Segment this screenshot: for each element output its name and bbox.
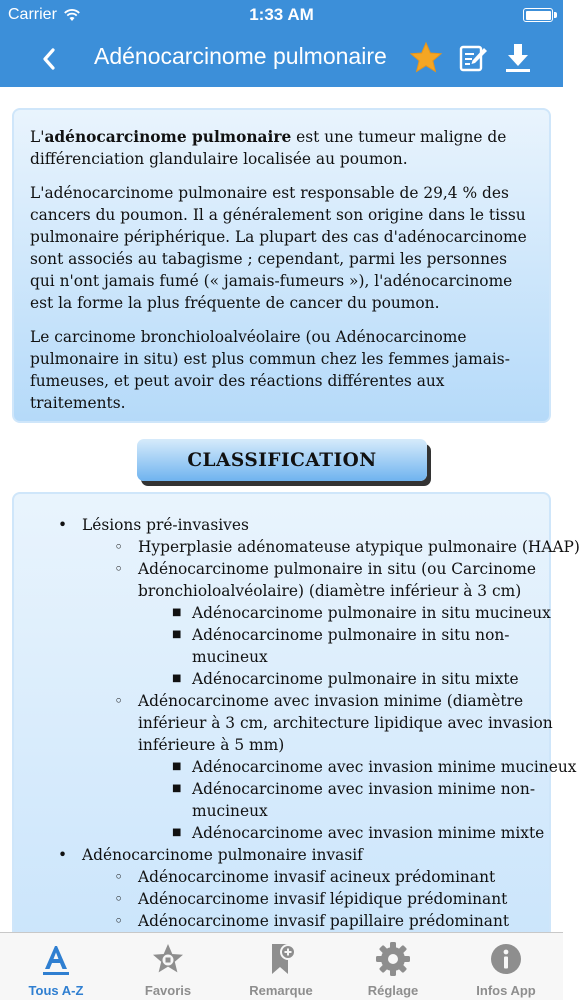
list-item: Adénocarcinome pulmonaire invasif: [82, 846, 363, 864]
list-item-continuation: mucineux: [192, 648, 268, 666]
list-item: Adénocarcinome avec invasion minime (diamètre: [138, 692, 524, 710]
bullet-circle: ◦: [114, 912, 124, 930]
list-item-continuation: inférieur à 3 cm, architecture lipidique avec invasion: [138, 714, 553, 732]
tab-label: Tous A-Z: [28, 983, 84, 998]
list-item: Adénocarcinome invasif papillaire prédominant: [138, 912, 510, 930]
download-button[interactable]: [500, 40, 536, 76]
download-icon: [503, 42, 533, 74]
tab-reglage[interactable]: [337, 933, 449, 1001]
list-item: Lésions pré-invasives: [82, 516, 249, 534]
battery-icon: [523, 8, 553, 22]
bullet-square: ■: [172, 783, 182, 794]
bullet-square: ■: [172, 761, 182, 772]
intro-paragraph-2: L'adénocarcinome pulmonaire est responsable de 29,4 % des cancers du poumon. Il a généralement son origine dans le tissu pulmonaire périphérique. La plupart des cas d'adénocarcinome sont associés au tabagisme ; cependant, parmi les personnes qui n'ont jamais fumé (« jamais-fumeurs »), l'adénocarcinome est la forme la plus fréquente de cancer du poumon.: [30, 184, 527, 312]
bullet-square: ■: [172, 673, 182, 684]
bullet-disc: •: [58, 846, 68, 864]
classification-header: CLASSIFICATION: [137, 439, 427, 481]
chevron-left-icon: [42, 48, 56, 70]
list-item: Adénocarcinome pulmonaire in situ mixte: [192, 670, 519, 688]
bullet-square: ■: [172, 827, 182, 838]
bullet-circle: ◦: [114, 560, 124, 578]
tab-remarque[interactable]: [225, 933, 337, 1001]
tab-tous-a-z[interactable]: [0, 933, 112, 1001]
add-note-button[interactable]: [455, 40, 491, 76]
tab-label: Réglage: [367, 983, 419, 998]
bookmark-add-icon: [264, 942, 298, 976]
intro-term: adénocarcinome pulmonaire: [44, 128, 292, 146]
list-item: Adénocarcinome pulmonaire in situ (ou Carcinome: [138, 560, 536, 578]
carrier-label: Carrier: [8, 6, 57, 23]
star-badge-icon: [151, 942, 185, 976]
list-item: Adénocarcinome pulmonaire in situ non-: [192, 626, 510, 644]
status-bar: [0, 0, 563, 30]
star-icon: [409, 41, 443, 75]
list-item: Adénocarcinome avec invasion minime mucineux: [192, 758, 577, 776]
bullet-disc: •: [58, 516, 68, 534]
navigation-bar: [0, 30, 563, 87]
list-item-continuation: bronchioloalvéolaire) (diamètre inférieur à 3 cm): [138, 582, 522, 600]
tab-label: Infos App: [476, 983, 536, 998]
list-item: Adénocarcinome pulmonaire in situ mucineux: [192, 604, 551, 622]
a-z-icon: [39, 942, 73, 976]
intro-paragraph-1: L'adénocarcinome pulmonaire est une tumeur maligne de différenciation glandulaire localisée au poumon.: [30, 128, 507, 168]
tab-bar: [0, 932, 563, 1000]
back-button[interactable]: [30, 40, 68, 78]
list-item: Hyperplasie adénomateuse atypique pulmonaire (HAAP): [138, 538, 580, 556]
intro-section: [12, 108, 551, 423]
article-content[interactable]: [0, 87, 580, 932]
bullet-circle: ◦: [114, 692, 124, 710]
list-item-continuation: mucineux: [192, 802, 268, 820]
edit-icon: [458, 43, 488, 73]
bullet-square: ■: [172, 629, 182, 640]
bullet-circle: ◦: [114, 538, 124, 556]
favorite-button[interactable]: [408, 40, 444, 76]
tab-label: Favoris: [144, 983, 192, 998]
list-item: Adénocarcinome avec invasion minime mixte: [192, 824, 545, 842]
status-time: 1:33 AM: [249, 5, 314, 24]
tab-favoris[interactable]: [112, 933, 224, 1001]
page-title: Adénocarcinome pulmonaire: [94, 43, 387, 69]
tab-label: Remarque: [249, 983, 313, 998]
list-item: Adénocarcinome invasif acineux prédominant: [138, 868, 496, 886]
info-icon: [489, 942, 523, 976]
list-item: Adénocarcinome invasif lépidique prédominant: [138, 890, 508, 908]
list-item-continuation: inférieure à 5 mm): [138, 736, 285, 754]
list-item: Adénocarcinome avec invasion minime non-: [192, 780, 536, 798]
bullet-circle: ◦: [114, 890, 124, 908]
gear-icon: [375, 941, 411, 977]
bullet-circle: ◦: [114, 868, 124, 886]
classification-section: [12, 492, 580, 972]
bullet-square: ■: [172, 607, 182, 618]
tab-infos-app[interactable]: [450, 933, 562, 1001]
intro-paragraph-3: Le carcinome bronchioloalvéolaire (ou Adénocarcinome pulmonaire in situ) est plus commun chez les femmes jamais-fumeuses, et peut avoir des réactions différentes aux traitements.: [30, 328, 510, 412]
